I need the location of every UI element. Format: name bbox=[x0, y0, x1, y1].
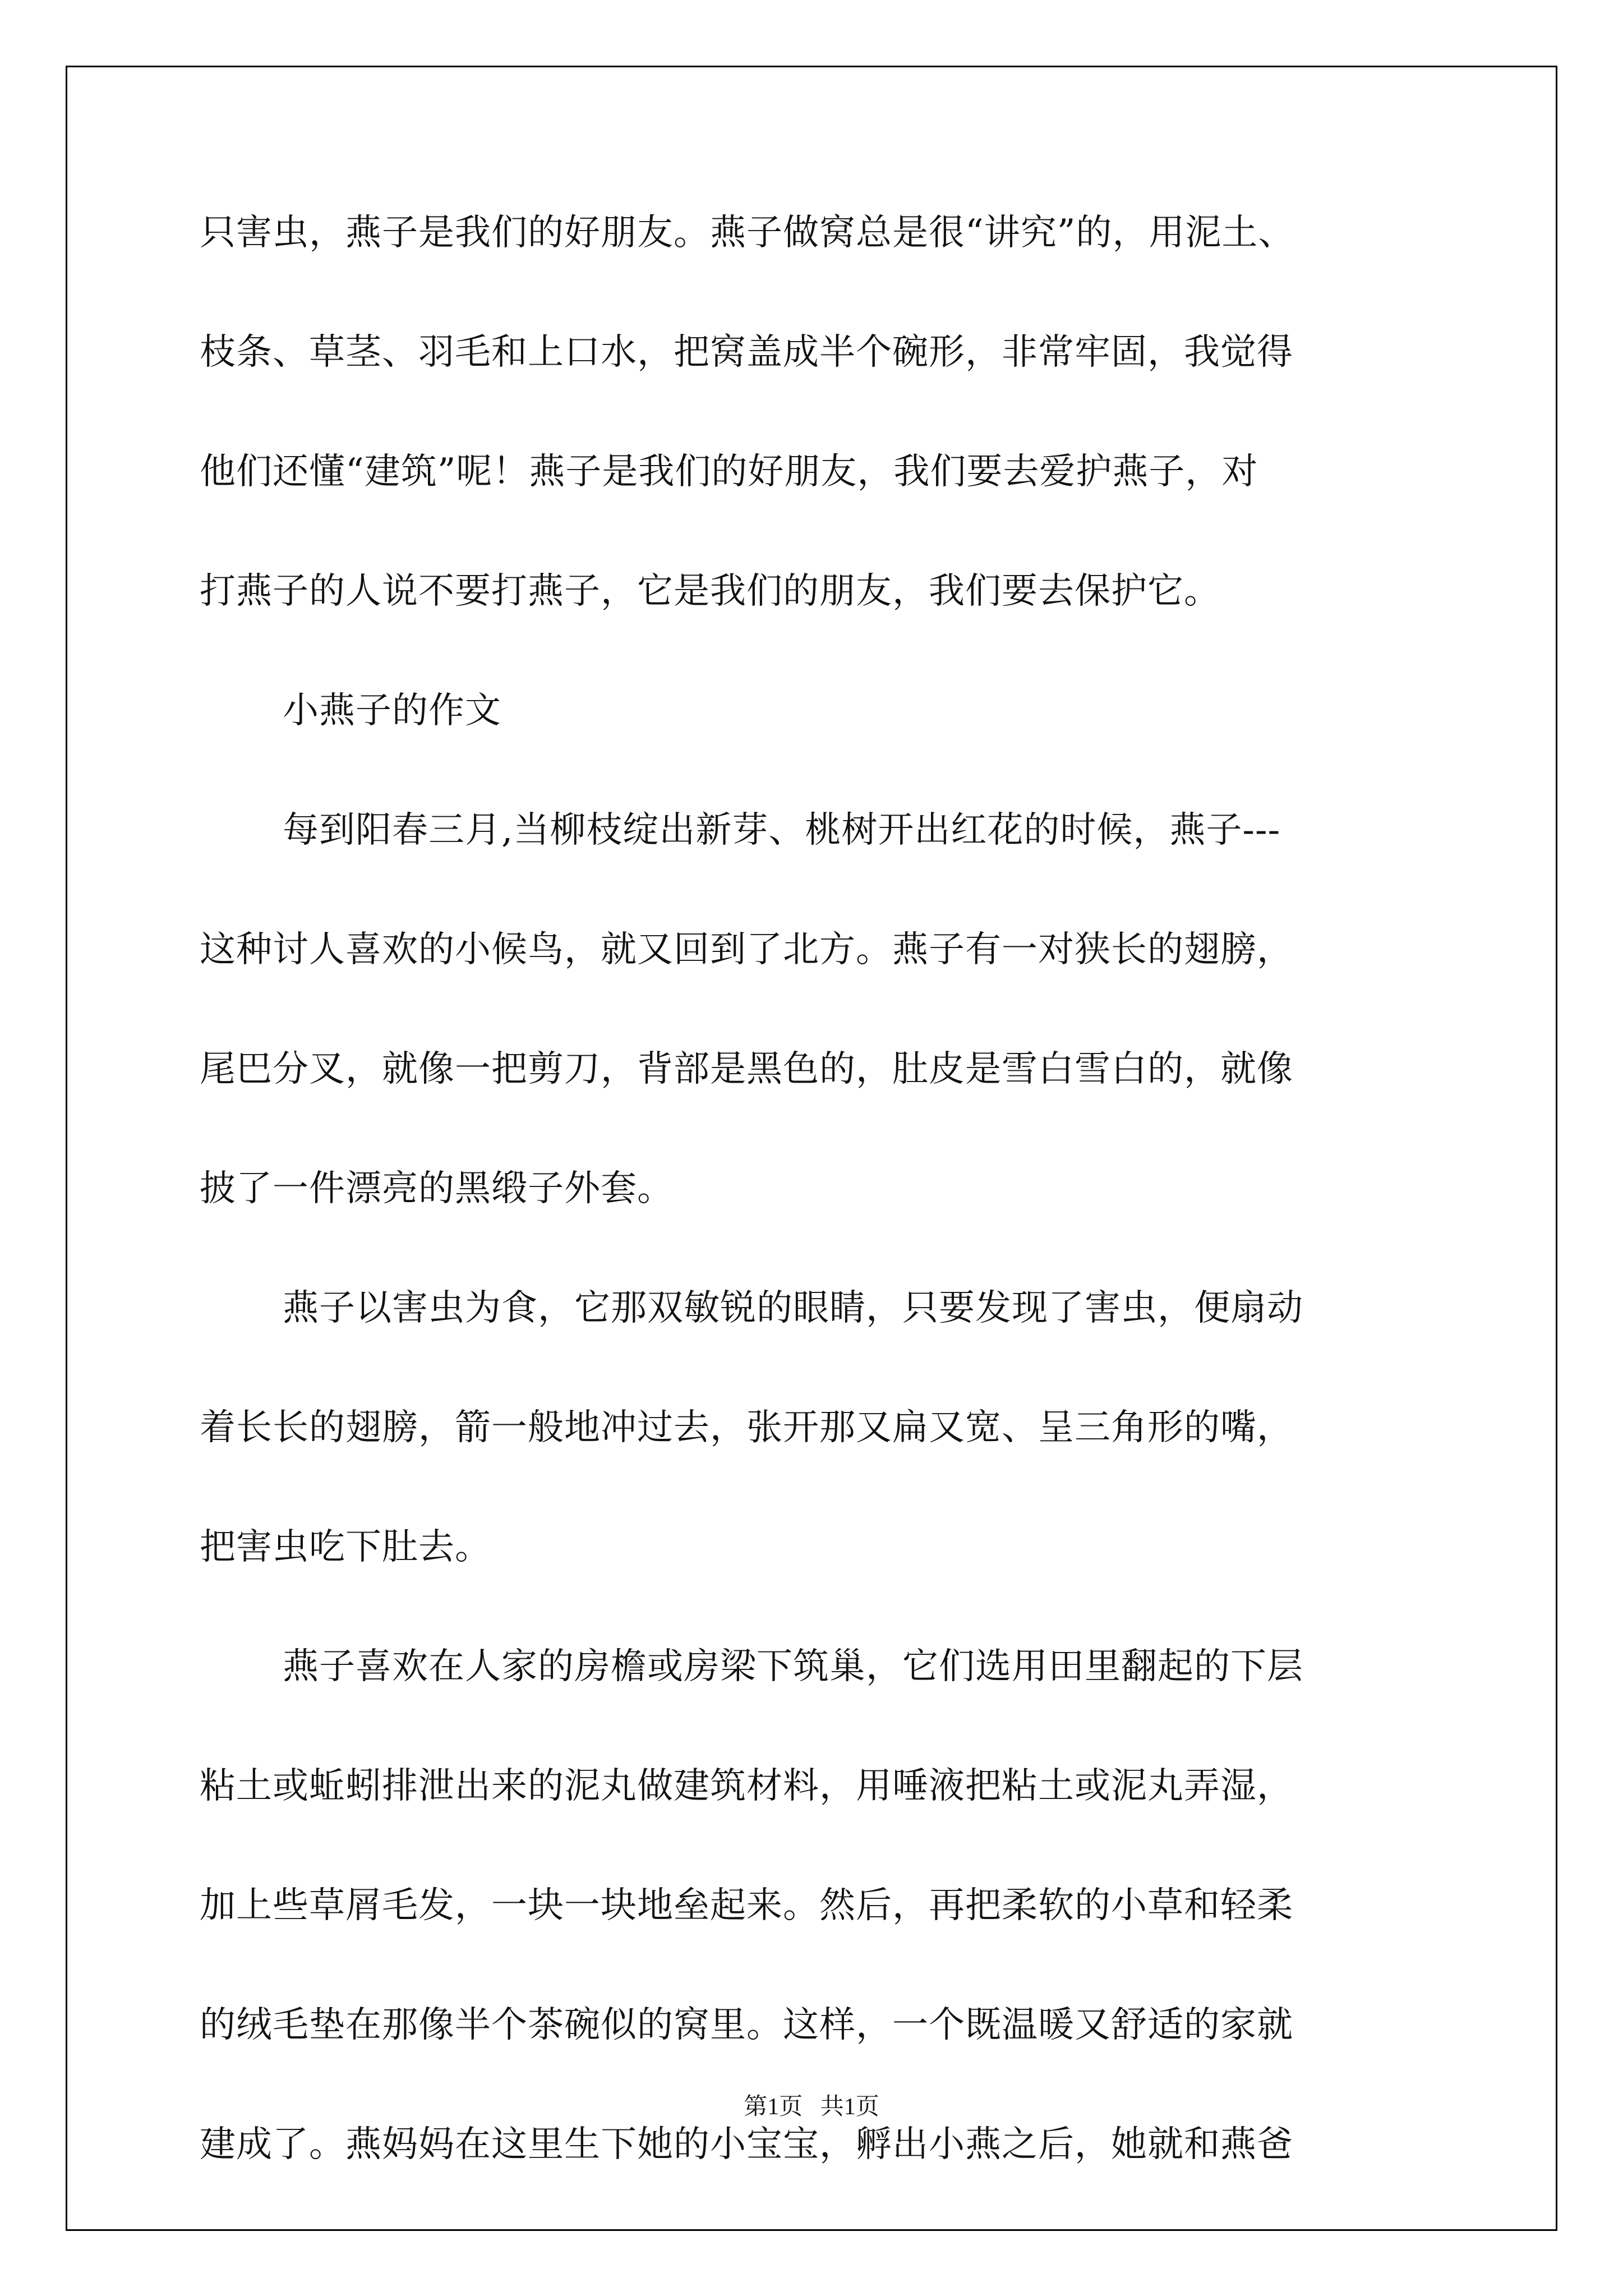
text-line: 建成了。燕妈妈在这里生下她的小宝宝，孵出小燕之后，她就和燕爸 bbox=[200, 2124, 1293, 2165]
text-line: 每到阳春三月,当柳枝绽出新芽、桃树开出红花的时候，燕子--- bbox=[283, 809, 1281, 851]
page-number-footer: 第1页 共1页 bbox=[744, 2094, 879, 2120]
text-line: 着长长的翅膀，箭一般地冲过去，张开那又扁又宽、呈三角形的嘴， bbox=[200, 1407, 1293, 1448]
text-line: 加上些草屑毛发，一块一块地垒起来。然后，再把柔软的小草和轻柔 bbox=[200, 1885, 1293, 1926]
section-heading: 小燕子的作文 bbox=[283, 690, 501, 731]
text-line: 打燕子的人说不要打燕子，它是我们的朋友，我们要去保护它。 bbox=[200, 570, 1220, 612]
text-line: 尾巴分叉，就像一把剪刀，背部是黑色的，肚皮是雪白雪白的，就像 bbox=[200, 1048, 1293, 1090]
text-line: 这种讨人喜欢的小候鸟，就又回到了北方。燕子有一对狭长的翅膀， bbox=[200, 929, 1293, 970]
text-line: 的绒毛垫在那像半个茶碗似的窝里。这样，一个既温暖又舒适的家就 bbox=[200, 2004, 1293, 2046]
text-line: 只害虫，燕子是我们的好朋友。燕子做窝总是很“讲究”的，用泥土、 bbox=[200, 212, 1295, 254]
text-line: 把害虫吃下肚去。 bbox=[200, 1526, 491, 1568]
text-line: 粘土或蚯蚓排泄出来的泥丸做建筑材料，用唾液把粘土或泥丸弄湿， bbox=[200, 1765, 1293, 1807]
text-line: 燕子以害虫为食，它那双敏锐的眼睛，只要发现了害虫，便扇动 bbox=[283, 1287, 1303, 1329]
document-body bbox=[200, 205, 1433, 2236]
text-line: 燕子喜欢在人家的房檐或房梁下筑巢，它们选用田里翻起的下层 bbox=[283, 1646, 1303, 1687]
text-line: 披了一件漂亮的黑缎子外套。 bbox=[200, 1168, 674, 1209]
text-line: 他们还懂“建筑”呢！燕子是我们的好朋友，我们要去爱护燕子，对 bbox=[200, 451, 1258, 493]
text-line: 枝条、草茎、羽毛和上口水，把窝盖成半个碗形，非常牢固，我觉得 bbox=[200, 332, 1293, 373]
